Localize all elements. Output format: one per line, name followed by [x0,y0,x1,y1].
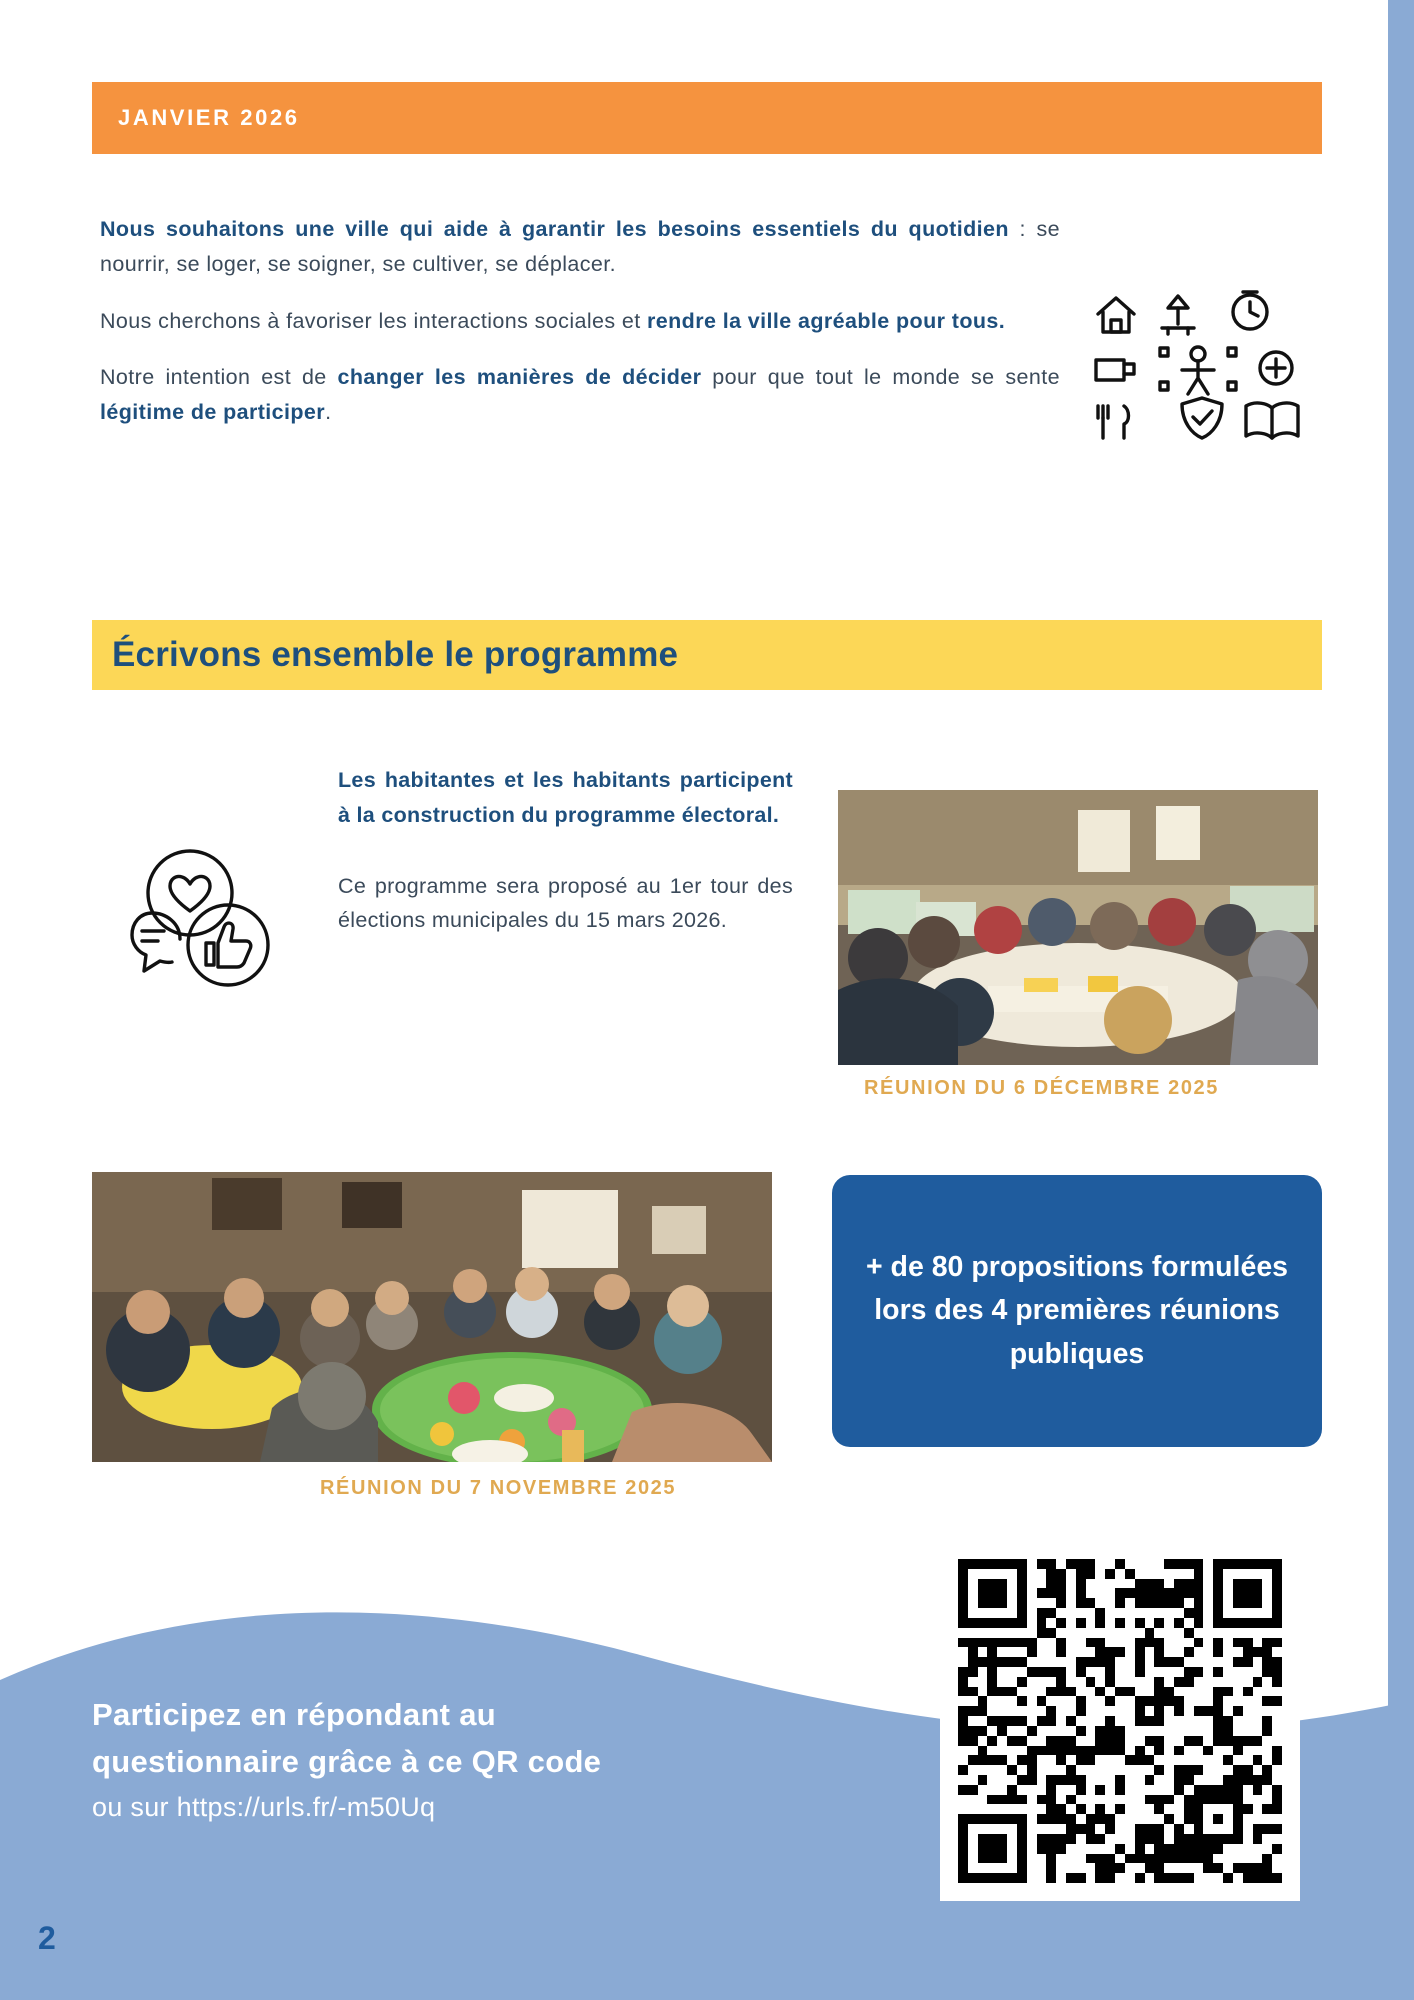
photo-reunion-6-decembre [838,790,1318,1065]
intro-p2-bold: rendre la ville agréable pour tous. [647,308,1006,333]
intro-paragraph-1 [100,212,1060,282]
footer-line-2: questionnaire grâce à ce QR code [92,1743,602,1779]
photo-caption-2: RÉUNION DU 7 NOVEMBRE 2025 [320,1477,677,1499]
photo-reunion-7-novembre [92,1172,772,1462]
footer-line-3: ou sur https://urls.fr/-m50Uq [92,1792,436,1822]
section-title-band [92,620,1322,690]
intro-p2-start: Nous cherchons à favoriser les interactions sociales et [100,308,648,333]
intro-p3-mid: pour que tout le monde se sente [701,365,1060,390]
page-number: 2 [38,1920,56,1956]
date-label: JANVIER 2026 [118,105,300,130]
section-title: Écrivons ensemble le programme [112,635,679,674]
intro-p3-start: Notre intention est de [100,365,338,390]
intro-paragraph-2 [100,304,1060,339]
qr-code[interactable] [958,1559,1282,1883]
program-body-text: Ce programme sera proposé au 1er tour des élections municipales du 15 mars 2026. [338,873,793,933]
propositions-callout-text: + de 80 propositions formulées lors des 4 premières réunions publiques [865,1251,1289,1370]
intro-paragraph-3 [100,360,1060,430]
intro-p1-rest: : se nourrir, se loger, se soigner, se cultiver, se déplacer. [100,217,1060,276]
program-text-block [338,763,793,938]
intro-text-block [100,212,1060,430]
date-band [92,82,1322,154]
intro-p3-bold1: changer les manières de décider [337,365,702,390]
footer-text-block [92,1692,812,1828]
intro-p1-bold: Nous souhaitons une ville qui aide à garantir les besoins essentiels du quotidien [100,217,1009,241]
propositions-callout [832,1175,1322,1447]
heart-thumbsup-speech-icon [128,845,278,1005]
intro-p3-bold2: légitime de participer [100,400,326,425]
intro-p3-end: . [325,400,332,425]
city-services-pictogram-icon [1090,278,1305,448]
program-bold-text: Les habitantes et les habitants participent à la construction du programme électoral. [338,768,793,827]
photo-caption-1: RÉUNION DU 6 DÉCEMBRE 2025 [864,1077,1220,1099]
qr-code-container[interactable] [940,1541,1300,1901]
footer-line-1: Participez en répondant au [92,1697,496,1732]
